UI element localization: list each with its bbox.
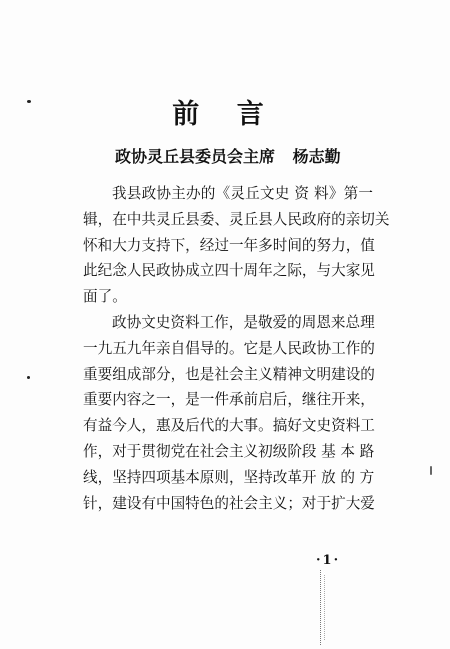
byline-organization: 政协灵丘县委员会主席 — [115, 147, 276, 166]
scan-speck — [430, 466, 432, 475]
paragraph-2-line: 一九五九年亲自倡导的。它是人民政协工作的 — [83, 339, 375, 357]
page-title: 前 言 — [172, 99, 278, 130]
byline — [115, 146, 341, 168]
paragraph-1-line: 辑，在中共灵丘县委、灵丘县人民政府的亲切关 — [83, 210, 390, 228]
paragraph-1-line: 我县政协主办的《灵丘文史 资 料》第一 — [112, 185, 373, 202]
scan-speck — [27, 376, 30, 379]
paragraph-1-line: 面了。 — [83, 288, 127, 306]
paragraph-2-line: 线，坚持四项基本原则，坚持改革开 放 的 方 — [83, 468, 375, 486]
paragraph-2-line: 重要内容之一，是一件承前启后，继往开来， — [83, 391, 375, 409]
page-number: ·1· — [316, 553, 341, 568]
paragraph-2-line: 政协文史资料工作，是敬爱的周恩来总理 — [112, 313, 375, 331]
binding-edge-mark — [320, 570, 322, 645]
body-text — [83, 181, 390, 516]
paragraph-2-line: 重要组成部分，也是社会主义精神文明建设的 — [83, 365, 375, 383]
paragraph-2-line: 针，建设有中国特色的社会主义；对于扩大爱 — [83, 494, 375, 512]
byline-author: 杨志勤 — [292, 147, 341, 166]
paragraph-1-line: 此纪念人民政协成立四十周年之际，与大家见 — [83, 262, 375, 280]
paragraph-1-line: 怀和大力支持下，经过一年多时间的努力，值 — [83, 236, 375, 254]
paragraph-2-line: 作，对于贯彻党在社会主义初级阶段 基 本 路 — [83, 442, 375, 460]
binding-edge-mark — [324, 575, 326, 640]
paragraph-2-line: 有益今人，惠及后代的大事。搞好文史资料工 — [83, 417, 375, 435]
